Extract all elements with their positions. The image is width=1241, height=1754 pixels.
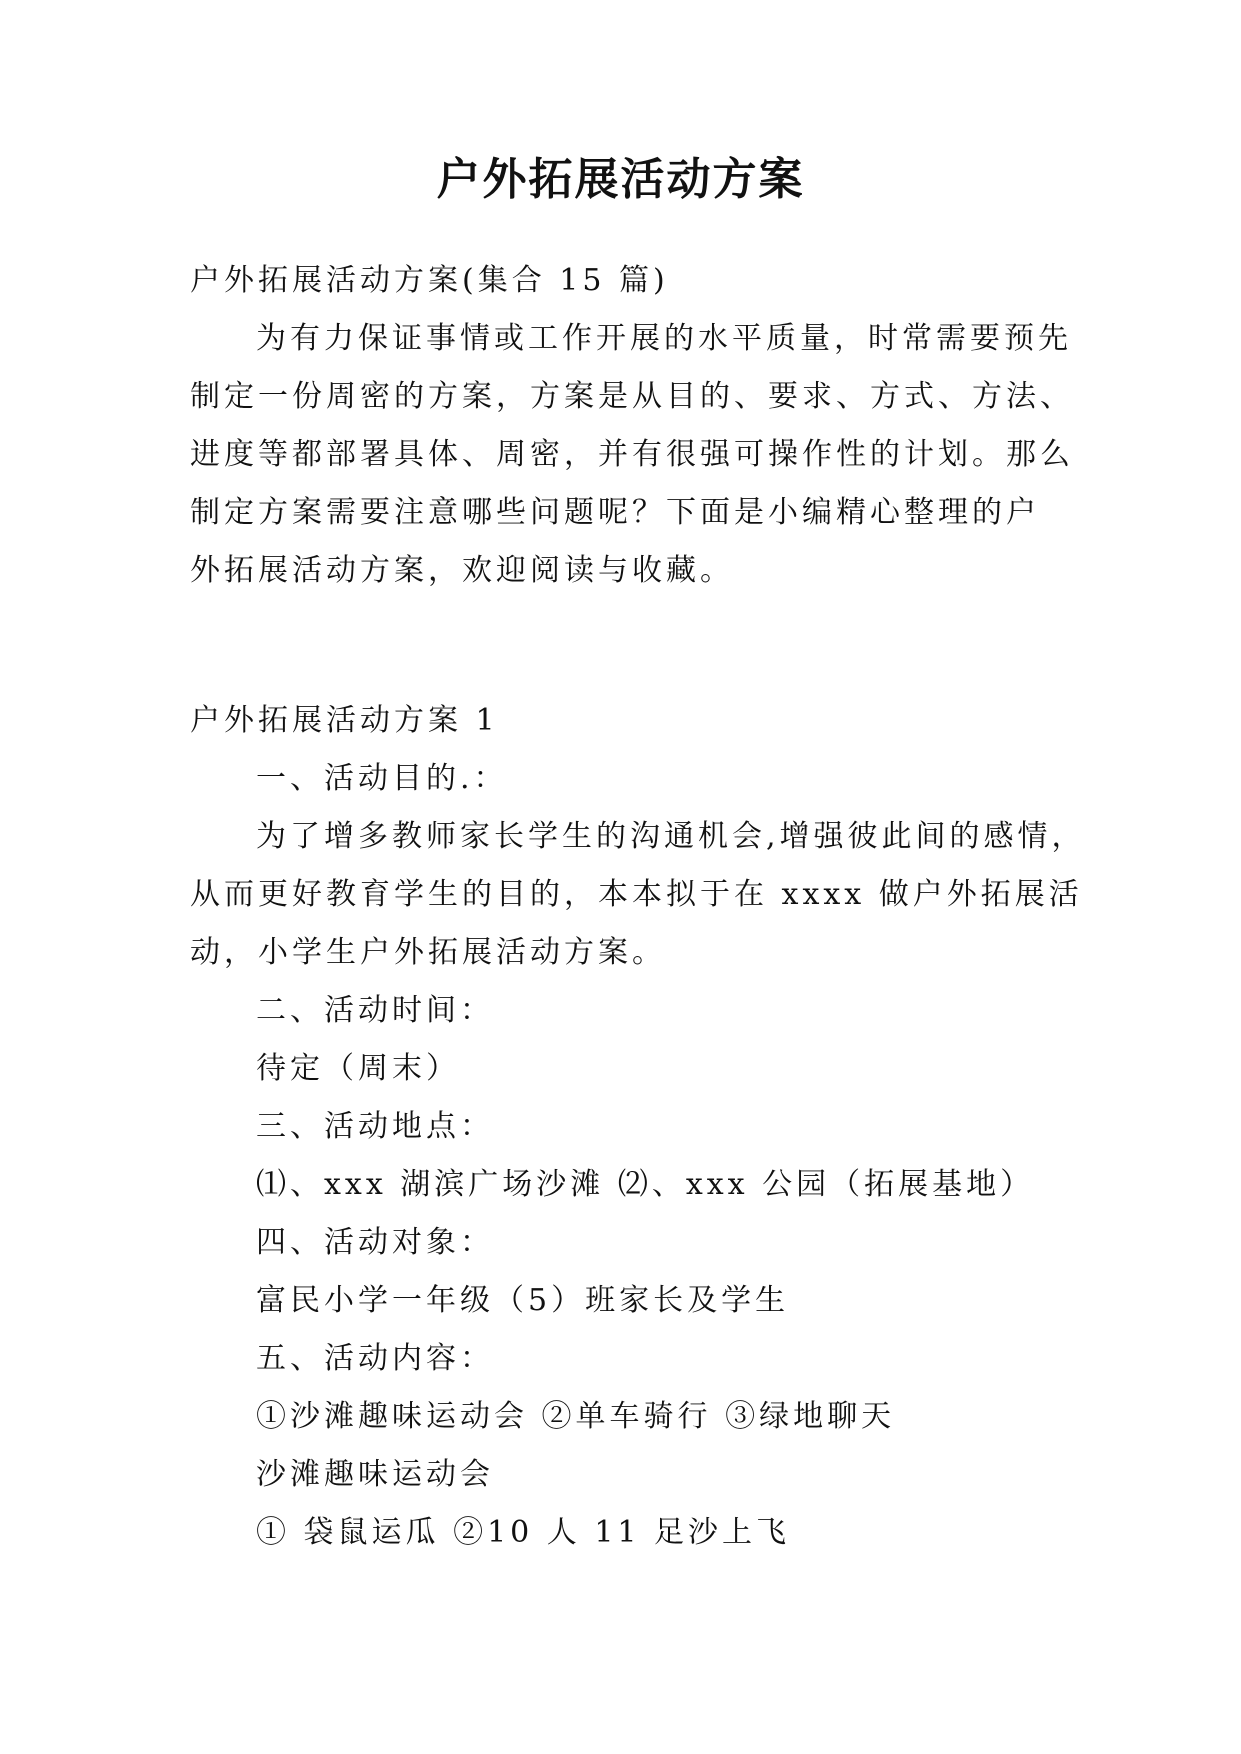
purpose-label: 一、活动目的.： <box>256 761 508 796</box>
content-label: 五、活动内容： <box>256 1341 494 1376</box>
section-heading: 户外拓展活动方案 1 <box>190 703 499 738</box>
target-label: 四、活动对象： <box>256 1225 494 1260</box>
intro-section <box>190 252 1074 600</box>
purpose-line: 为了增多教师家长学生的沟通机会,增强彼此间的感情， <box>256 819 1086 854</box>
time-value: 待定（周末） <box>256 1051 460 1086</box>
intro-heading: 户外拓展活动方案(集合 15 篇) <box>190 263 669 298</box>
sub-items: ① 袋鼠运瓜 ②10 人 11 足沙上飞 <box>256 1515 791 1550</box>
place-label: 三、活动地点： <box>256 1109 494 1144</box>
place-value: ⑴、xxx 湖滨广场沙滩 ⑵、xxx 公园（拓展基地） <box>256 1167 1035 1202</box>
document-title: 户外拓展活动方案 <box>436 154 805 205</box>
time-label: 二、活动时间： <box>256 993 494 1028</box>
intro-paragraph-line: 进度等都部署具体、周密，并有很强可操作性的计划。那么 <box>190 437 1074 472</box>
intro-paragraph-line: 制定方案需要注意哪些问题呢？下面是小编精心整理的户 <box>190 495 1040 530</box>
purpose-line: 从而更好教育学生的目的，本本拟于在 xxxx 做户外拓展活 <box>190 877 1083 912</box>
purpose-line: 动，小学生户外拓展活动方案。 <box>190 935 666 970</box>
section-1 <box>190 692 1086 1562</box>
content-value: ①沙滩趣味运动会 ②单车骑行 ③绿地聊天 <box>256 1399 896 1434</box>
intro-paragraph-line: 为有力保证事情或工作开展的水平质量，时常需要预先 <box>256 321 1072 356</box>
sub-heading: 沙滩趣味运动会 <box>256 1457 494 1492</box>
intro-paragraph-line: 外拓展活动方案，欢迎阅读与收藏。 <box>190 553 734 588</box>
intro-paragraph-line: 制定一份周密的方案，方案是从目的、要求、方式、方法、 <box>190 379 1074 414</box>
target-value: 富民小学一年级（5）班家长及学生 <box>256 1283 790 1318</box>
